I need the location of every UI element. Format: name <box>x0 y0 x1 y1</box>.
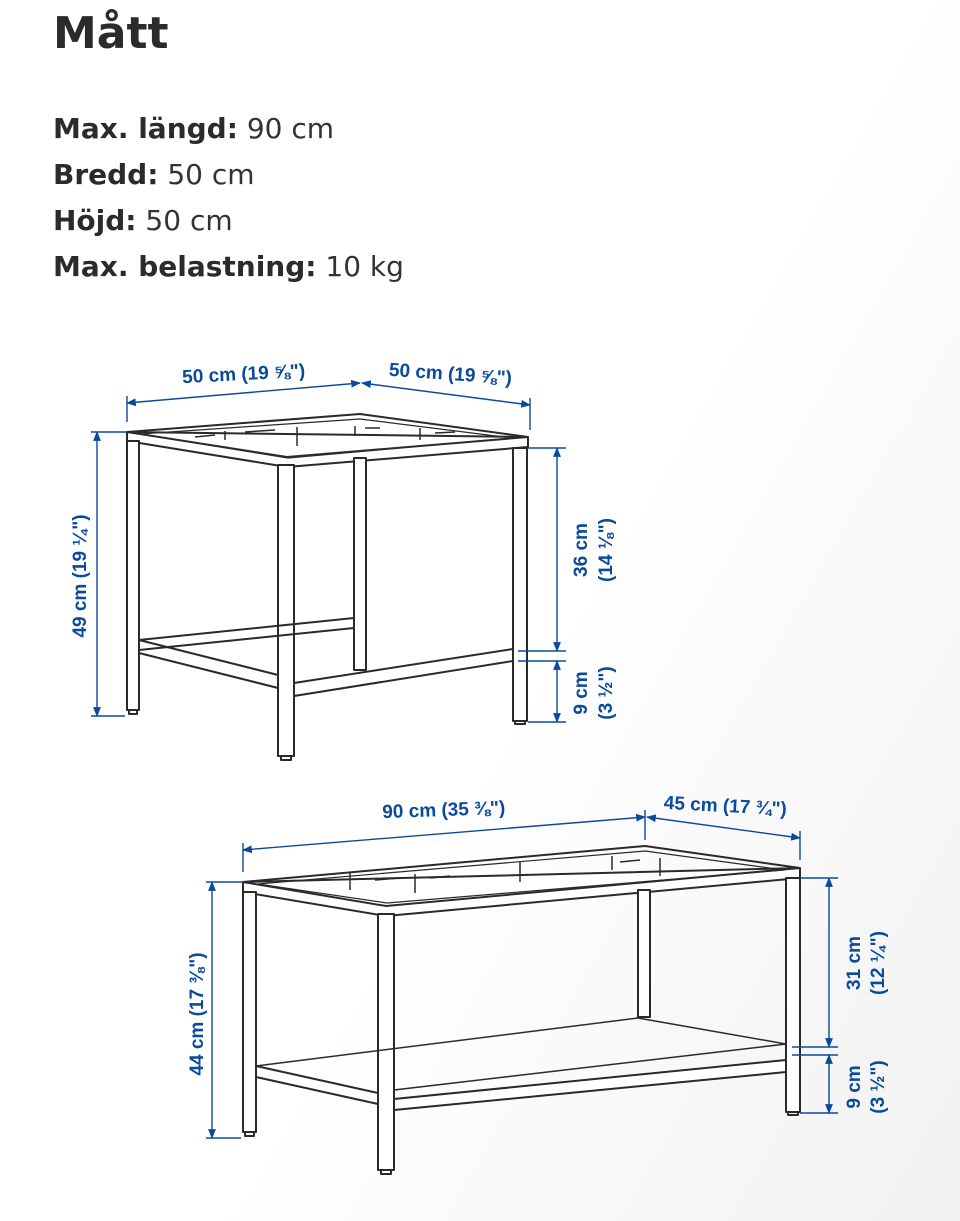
spec-label: Max. belastning: <box>53 250 317 283</box>
small-width-front-line <box>127 383 360 403</box>
large-width-side-line <box>647 817 800 838</box>
large-width-side-label: 45 cm (17 ¾") <box>663 792 788 821</box>
large-height-lower-in: (3 ½") <box>868 1060 889 1114</box>
spec-label: Höjd: <box>53 204 137 237</box>
small-height-total-label: 49 cm (19 ¼") <box>70 514 91 638</box>
page-title: Mått <box>53 8 169 59</box>
large-height-upper-cm: 31 cm <box>844 936 865 990</box>
spec-value: 10 kg <box>325 250 404 283</box>
small-width-front-label: 50 cm (19 ⅝") <box>181 360 306 389</box>
spec-value: 50 cm <box>167 158 255 191</box>
spec-value: 90 cm <box>246 112 335 145</box>
small-height-lower-cm: 9 cm <box>571 671 592 715</box>
small-height-upper-in: (14 ⅛") <box>596 518 617 582</box>
spec-value: 50 cm <box>145 204 233 237</box>
small-table-drawing <box>127 414 528 760</box>
large-length-front-label: 90 cm (35 ⅜") <box>381 797 506 824</box>
large-height-lower-cm: 9 cm <box>844 1065 865 1109</box>
large-height-upper-in: (12 ¼") <box>868 931 889 995</box>
large-height-total-label: 44 cm (17 ⅜") <box>187 952 208 1076</box>
small-height-upper-cm: 36 cm <box>571 523 592 577</box>
small-width-side-label: 50 cm (19 ⅝") <box>388 359 513 390</box>
spec-label: Bredd: <box>53 158 159 191</box>
large-table-drawing <box>243 846 800 1174</box>
spec-label: Max. längd: <box>53 112 238 145</box>
small-height-lower-in: (3 ½") <box>596 666 617 720</box>
large-length-front-line <box>243 817 645 850</box>
